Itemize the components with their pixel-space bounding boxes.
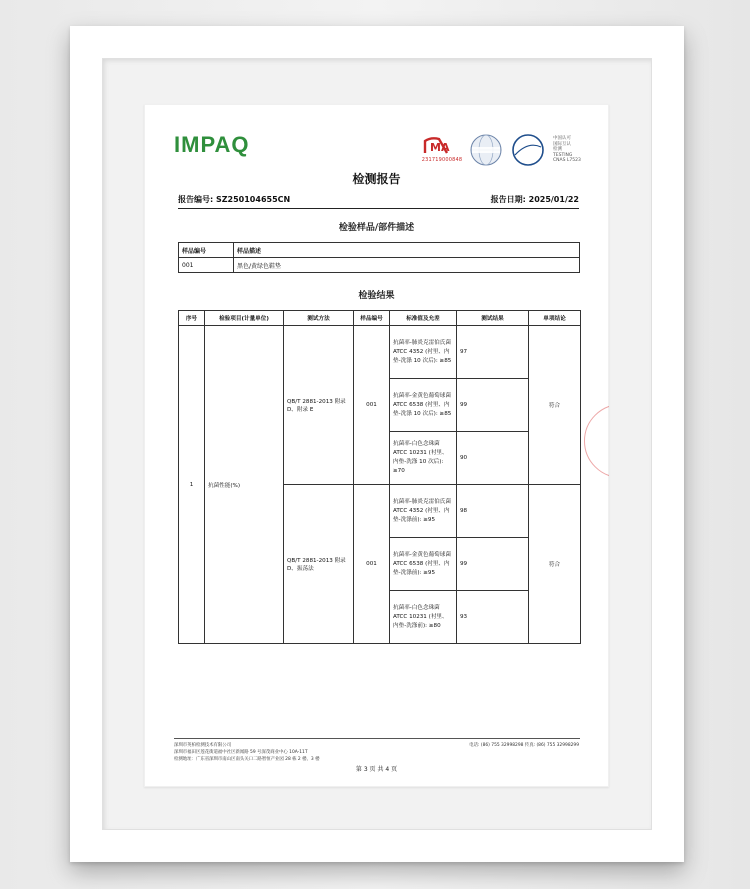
col-conclusion: 单项结论 <box>529 311 581 326</box>
cnas-icon <box>509 133 547 167</box>
sample-cell: 001 <box>354 326 390 485</box>
result-cell: 90 <box>457 432 529 485</box>
cma-icon <box>421 135 463 157</box>
standard-cell: 抗菌率-金黄色葡萄球菌 ATCC 6538 (衬里、内垫-洗涤 10 次后): ≥85 <box>390 379 457 432</box>
footer-line: 检测地址：广东省深圳市南山区南头关口二路智恒产业园 28 栋 2 楼、3 楼 <box>174 757 320 762</box>
ilac-mra-logo <box>469 133 503 167</box>
method-cell: QB/T 2881-2013 附录 D、附录 E <box>284 326 354 485</box>
cnas-logo <box>509 133 547 167</box>
result-cell: 99 <box>457 538 529 591</box>
footer-line: 深圳市英柏检测技术有限公司 <box>174 743 232 748</box>
standard-cell: 抗菌率-白色念珠菌 ATCC 10231 (衬里、内垫-洗涤前): ≥80 <box>390 591 457 644</box>
page-number: 第 3 页 共 4 页 <box>355 766 398 773</box>
footer-contact: 电话: (86) 755 32998298 传真: (86) 755 32998299 <box>469 743 579 748</box>
cnas-caption-line: TESTING <box>553 152 573 158</box>
report-page <box>144 104 609 787</box>
certification-marks <box>421 130 583 170</box>
results-section-title: 检验结果 <box>358 291 395 301</box>
cnas-caption-line: 中国认可 <box>553 136 571 142</box>
standard-cell: 抗菌率-肺炎克雷伯氏菌 ATCC 4352 (衬里、内垫-洗涤 10 次后): ≥85 <box>390 326 457 379</box>
result-cell: 98 <box>457 485 529 538</box>
report-date: 报告日期: 2025/01/22 <box>490 195 579 204</box>
result-cell: 93 <box>457 591 529 644</box>
standard-cell: 抗菌率-肺炎克雷伯氏菌 ATCC 4352 (衬里、内垫-洗涤前): ≥95 <box>390 485 457 538</box>
sample-desc: 黑色/黄绿色鞋垫 <box>234 258 580 273</box>
table-row <box>179 326 581 379</box>
item-cell: 抗菌性能(%) <box>205 326 284 644</box>
report-meta <box>178 194 579 209</box>
col-standard: 标准值及允差 <box>390 311 457 326</box>
svg-text:MA: MA <box>430 141 450 154</box>
cnas-caption-line: CNAS L7523 <box>553 158 581 164</box>
cnas-caption <box>553 136 583 164</box>
official-stamp <box>584 404 609 478</box>
method-cell: QB/T 2881-2013 附录 D、振荡法 <box>284 485 354 644</box>
report-number: 报告编号: SZ250104655CN <box>178 195 291 204</box>
col-sample: 样品编号 <box>354 311 390 326</box>
cma-number: 231719000848 <box>421 157 463 163</box>
report-title: 检测报告 <box>352 172 401 186</box>
footer-address <box>174 742 424 763</box>
sample-id: 001 <box>179 258 234 273</box>
conclusion-cell: 符合 <box>529 485 581 644</box>
sample-header-desc: 样品描述 <box>234 243 580 258</box>
cnas-caption-line: 检测 <box>553 147 562 153</box>
standard-cell: 抗菌率-金黄色葡萄球菌 ATCC 6538 (衬里、内垫-洗涤前): ≥95 <box>390 538 457 591</box>
col-item: 检验项目(计量单位) <box>205 311 284 326</box>
standard-cell: 抗菌率-白色念珠菌 ATCC 10231 (衬里、内垫-洗涤 10 次后): ≥70 <box>390 432 457 485</box>
sample-section-title: 检验样品/部件描述 <box>338 223 415 233</box>
sample-header-id: 样品编号 <box>179 243 234 258</box>
result-cell: 99 <box>457 379 529 432</box>
results-table <box>178 310 581 644</box>
cma-logo <box>421 135 463 165</box>
company-logo: IMPAQ <box>174 132 250 157</box>
col-result: 测试结果 <box>457 311 529 326</box>
seq-cell: 1 <box>179 326 205 644</box>
footer-divider <box>174 738 580 739</box>
col-seq: 序号 <box>179 311 205 326</box>
cnas-caption-line: 国际互认 <box>553 141 571 147</box>
conclusion-cell: 符合 <box>529 326 581 485</box>
col-method: 测试方法 <box>284 311 354 326</box>
sample-cell: 001 <box>354 485 390 644</box>
stamp-icon <box>585 405 609 477</box>
sample-table <box>178 242 580 273</box>
footer-line: 深圳市福田区莲花街道福中社区新闻路 59 号深茂商业中心 10A-11T <box>174 750 308 755</box>
table-row <box>179 258 580 273</box>
result-cell: 97 <box>457 326 529 379</box>
globe-icon <box>469 133 503 167</box>
